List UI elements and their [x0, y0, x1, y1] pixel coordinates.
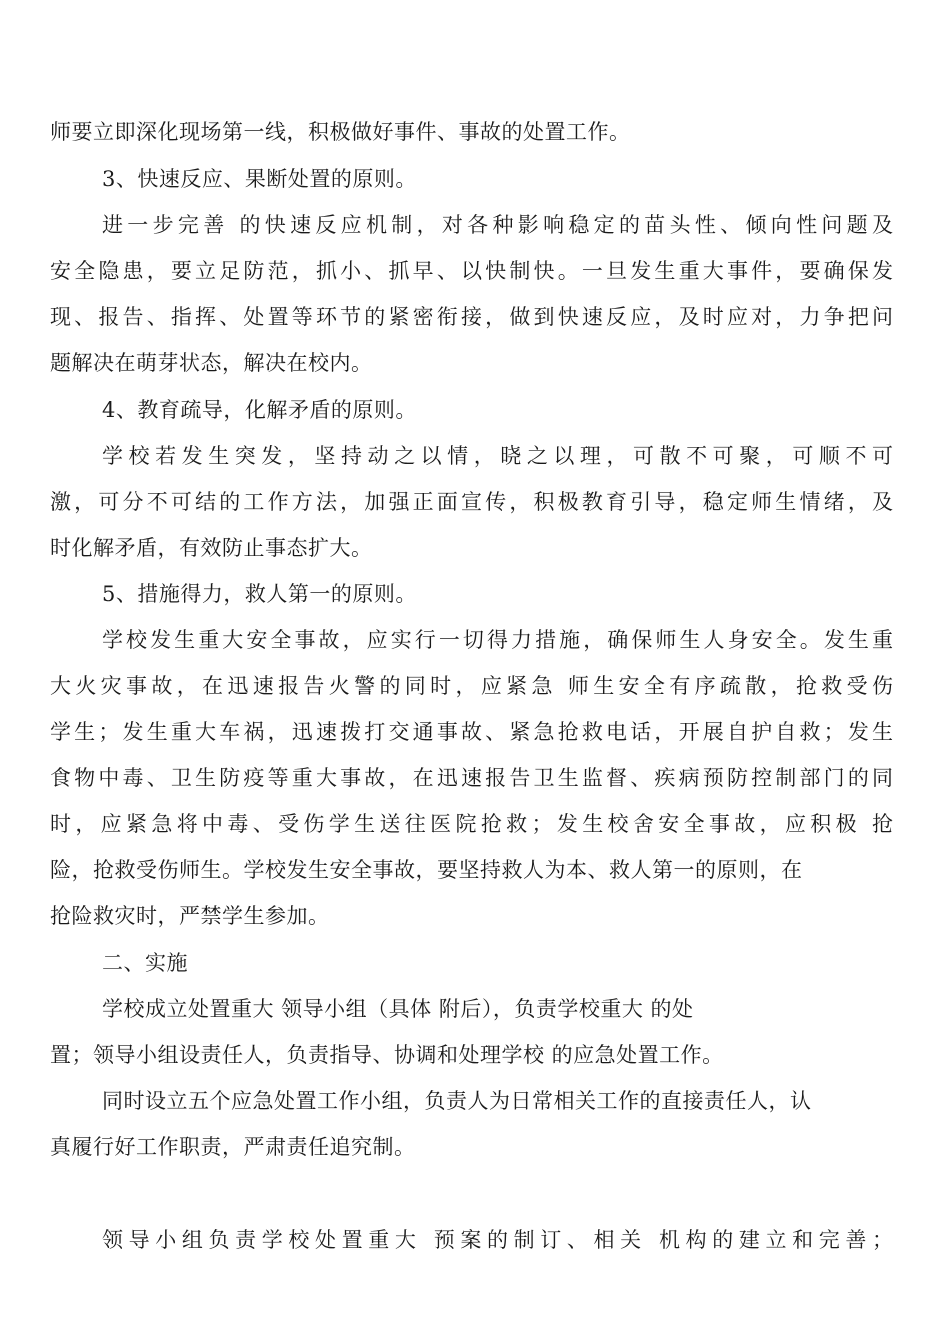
- section-heading: 5、措施得力，救人第一的原则。: [102, 582, 417, 606]
- paragraph-line: 学校成立处置重大 领导小组（具体 附后），负责学校重大 的处: [102, 997, 694, 1021]
- paragraph-line: 师要立即深化现场第一线，积极做好事件、事故的处置工作。: [50, 120, 631, 144]
- paragraph-line: 真履行好工作职责，严肃责任追究制。: [50, 1135, 416, 1159]
- paragraph-line: 食物中毒、卫生防疫等重大事故，在迅速报告卫生监督、疾病预防控制部门的同: [50, 766, 893, 790]
- section-heading: 二、实施: [102, 951, 188, 975]
- paragraph-line: 学校发生重大安全事故，应实行一切得力措施，确保师生人身安全。发生重: [102, 628, 893, 652]
- paragraph-line: 时，应紧急将中毒、受伤学生送往医院抢救；发生校舍安全事故，应积极 抢: [50, 812, 893, 836]
- paragraph-line: 安全隐患，要立足防范，抓小、抓早、以快制快。一旦发生重大事件，要确保发: [50, 259, 893, 283]
- section-heading: 3、快速反应、果断处置的原则。: [102, 167, 417, 191]
- paragraph-line: 现、报告、指挥、处置等环节的紧密衔接，做到快速反应，及时应对，力争把问: [50, 305, 893, 329]
- paragraph-line: 置；领导小组设责任人，负责指导、协调和处理学校 的应急处置工作。: [50, 1043, 724, 1067]
- paragraph-line: 领导小组负责学校处置重大 预案的制订、相关 机构的建立和完善；: [102, 1228, 893, 1252]
- paragraph-line: 时化解矛盾，有效防止事态扩大。: [50, 536, 373, 560]
- paragraph-line: 险，抢救受伤师生。学校发生安全事故，要坚持救人为本、救人第一的原则，在: [50, 858, 803, 882]
- paragraph-line: 学生；发生重大车祸，迅速拨打交通事故、紧急抢救电话，开展自护自救；发生: [50, 720, 893, 744]
- paragraph-line: 学校若发生突发，坚持动之以情，晓之以理，可散不可聚，可顺不可: [102, 444, 893, 468]
- section-heading: 4、教育疏导，化解矛盾的原则。: [102, 398, 417, 422]
- paragraph-line: 同时设立五个应急处置工作小组，负责人为日常相关工作的直接责任人，认: [102, 1089, 812, 1113]
- paragraph-line: 题解决在萌芽状态，解决在校内。: [50, 351, 373, 375]
- paragraph-line: 抢险救灾时，严禁学生参加。: [50, 904, 330, 928]
- paragraph-line: 进一步完善 的快速反应机制，对各种影响稳定的苗头性、倾向性问题及: [102, 213, 893, 237]
- paragraph-line: 激，可分不可结的工作方法，加强正面宣传，积极教育引导，稳定师生情绪，及: [50, 490, 893, 514]
- paragraph-line: 大火灾事故，在迅速报告火警的同时，应紧急 师生安全有序疏散，抢救受伤: [50, 674, 893, 698]
